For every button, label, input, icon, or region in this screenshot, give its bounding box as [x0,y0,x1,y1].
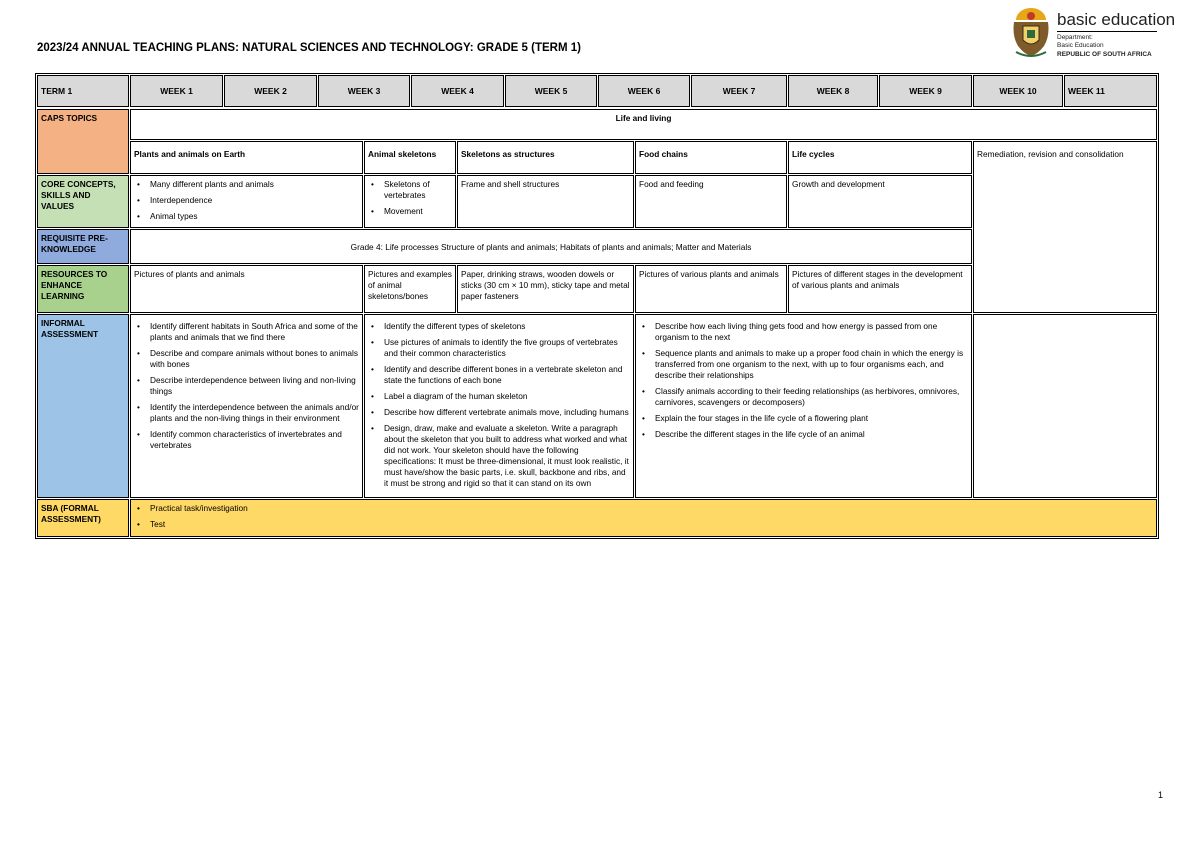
core-concepts-label: CORE CONCEPTS, SKILLS AND VALUES [37,175,129,228]
week-1-header: WEEK 1 [130,75,223,107]
logo-rule [1057,31,1157,32]
caps-topics-label: CAPS TOPICS [37,109,129,174]
list-item: • Many different plants and animals [148,179,359,190]
list-item: • Skeletons of vertebrates [382,179,452,201]
list-item: • Identify different habitats in South Africa and some of the plants and animals that we find there [148,321,359,343]
list-item: • Movement [382,206,452,217]
list-item: • Classify animals according to their feeding relationships (as herbivores, omnivores, carnivores, scavengers or decomposers) [653,386,968,408]
informal-empty-cell [973,314,1157,498]
resources-structures-cell: Paper, drinking straws, wooden dowels or sticks (30 cm × 10 mm), sticky tape and metal paper fasteners [457,265,634,313]
list-item: • Label a diagram of the human skeleton [382,391,630,402]
resources-label: RESOURCES TO ENHANCE LEARNING [37,265,129,313]
logo-dept-line2: Basic Education [1057,42,1104,49]
logo-department [1057,34,1104,50]
list-item: • Describe interdependence between living and non-living things [148,375,359,397]
list-item: • Explain the four stages in the life cycle of a flowering plant [653,413,968,424]
core-plants-cell [130,175,363,228]
topic-animal-skeletons: Animal skeletons [364,141,456,174]
list-item: • Describe how each living thing gets food and how energy is passed from one organism to the next [653,321,968,343]
list-item: • Identify and describe different bones in a vertebrate skeleton and state the functions of each bone [382,364,630,386]
week-3-header: WEEK 3 [318,75,410,107]
informal-food-life-cell [635,314,972,498]
list-item: • Identify the different types of skeletons [382,321,630,332]
topic-plants-animals: Plants and animals on Earth [130,141,363,174]
week-7-header: WEEK 7 [691,75,787,107]
topic-skeletons-structures: Skeletons as structures [457,141,634,174]
list-item: • Design, draw, make and evaluate a skeleton. Write a paragraph about the skeleton that you built to address what worked and what did not work. Your skeleton should have the following specifications: It must be three-dimensional, it must look realistic, it must have/show the basic parts, i.e. skull, backbone and ribs, and it must be strong and rigid so that it can stand on its own [382,423,630,489]
week-10-header: WEEK 10 [973,75,1063,107]
sba-label: SBA (FORMAL ASSESSMENT) [37,499,129,537]
list-item: • Use pictures of animals to identify the five groups of vertebrates and their common characteristics [382,337,630,359]
informal-plants-cell [130,314,363,498]
list-item: • Identify common characteristics of invertebrates and vertebrates [148,429,359,451]
week-2-header: WEEK 2 [224,75,317,107]
list-item: • Test [148,519,1153,530]
page-title: 2023/24 ANNUAL TEACHING PLANS: NATURAL SCIENCES AND TECHNOLOGY: GRADE 5 (TERM 1) [37,42,581,54]
week-4-header: WEEK 4 [411,75,504,107]
teaching-plan-table [35,73,1159,539]
logo [1010,6,1180,62]
core-structures-cell: Frame and shell structures [457,175,634,228]
week-5-header: WEEK 5 [505,75,597,107]
requisite-text: Grade 4: Life processes Structure of plants and animals; Habitats of plants and animals; Matter and Materials [130,229,972,264]
core-life-cell: Growth and development [788,175,972,228]
week-6-header: WEEK 6 [598,75,690,107]
list-item: • Sequence plants and animals to make up a proper food chain in which the energy is transferred from one organism to the next, with up to four organisms each, and describe their relationships [653,348,968,381]
topic-food-chains: Food chains [635,141,787,174]
topic-life-cycles: Life cycles [788,141,972,174]
term-header: TERM 1 [37,75,129,107]
informal-assessment-label: INFORMAL ASSESSMENT [37,314,129,498]
week-8-header: WEEK 8 [788,75,878,107]
resources-skeletons-cell: Pictures and examples of animal skeletons/bones [364,265,456,313]
sba-cell [130,499,1157,537]
list-item: • Interdependence [148,195,359,206]
list-item: • Describe how different vertebrate animals move, including humans [382,407,630,418]
core-skeletons-cell [364,175,456,228]
core-food-cell: Food and feeding [635,175,787,228]
list-item: • Describe the different stages in the life cycle of an animal [653,429,968,440]
logo-country: REPUBLIC OF SOUTH AFRICA [1057,51,1152,58]
coat-of-arms-icon [1010,6,1052,60]
caps-main-topic: Life and living [130,109,1157,140]
list-item: • Animal types [148,211,359,222]
logo-dept-line1: Department: [1057,34,1093,41]
remediation-cell: Remediation, revision and consolidation [973,141,1157,313]
logo-brand: basic education [1057,10,1176,29]
informal-skeletons-cell [364,314,634,498]
resources-life-cell: Pictures of different stages in the development of various plants and animals [788,265,972,313]
week-11-header: WEEK 11 [1064,75,1157,107]
page-number: 1 [1158,790,1164,800]
list-item: • Identify the interdependence between the animals and/or plants and the non-living things in their environment [148,402,359,424]
requisite-label: REQUISITE PRE-KNOWLEDGE [37,229,129,264]
list-item: • Practical task/investigation [148,503,1153,514]
week-9-header: WEEK 9 [879,75,972,107]
resources-food-cell: Pictures of various plants and animals [635,265,787,313]
list-item: • Describe and compare animals without bones to animals with bones [148,348,359,370]
resources-plants-cell: Pictures of plants and animals [130,265,363,313]
